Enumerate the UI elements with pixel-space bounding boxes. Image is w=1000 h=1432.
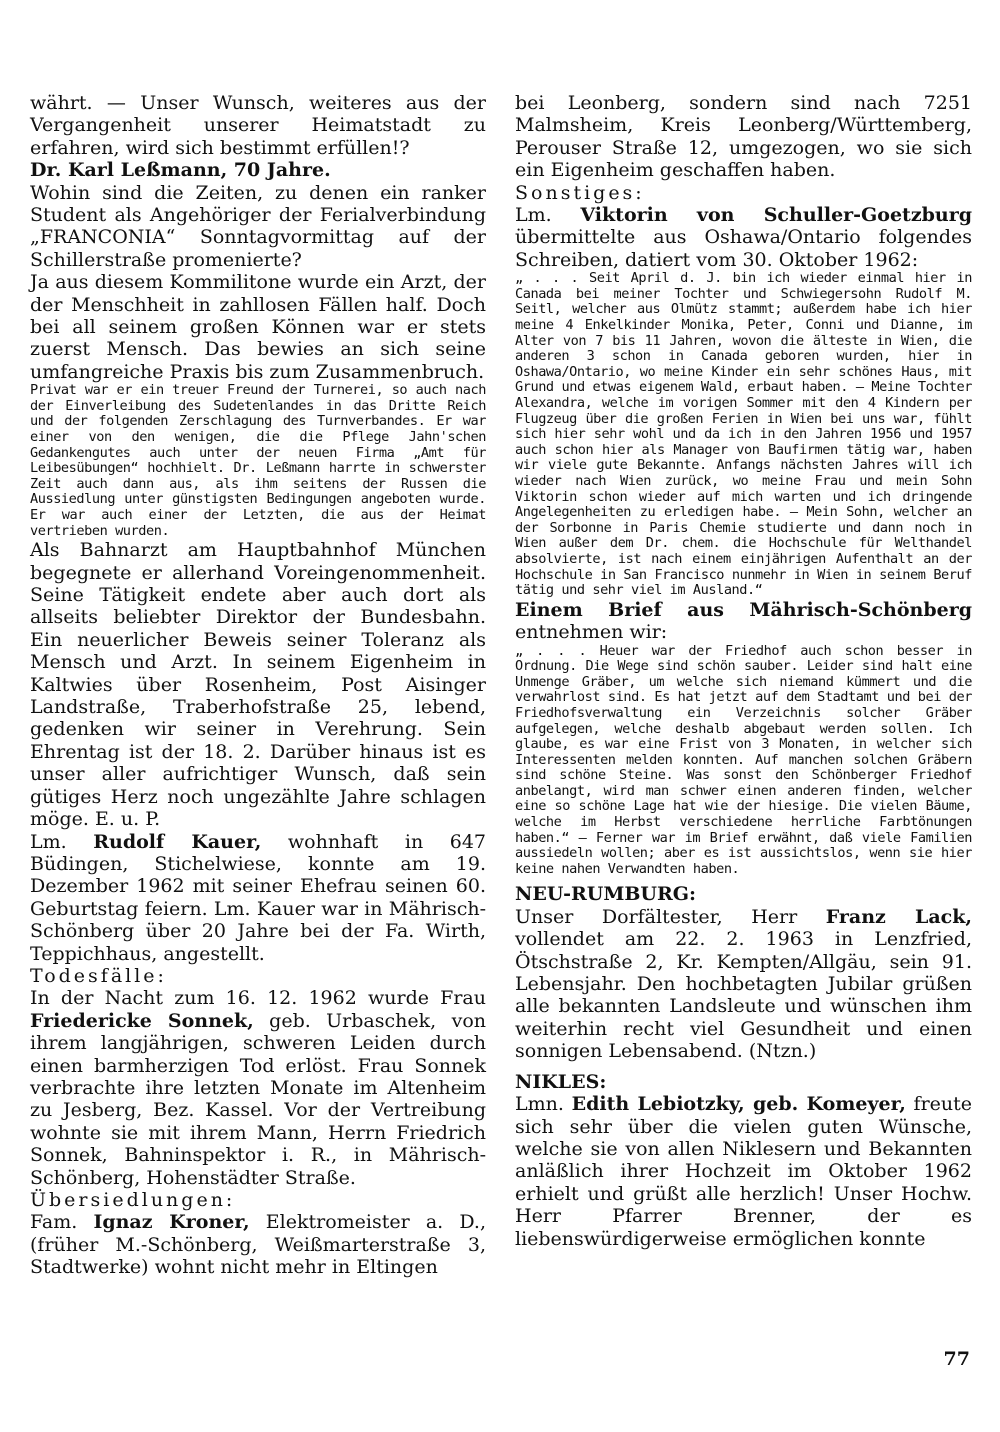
paragraph bbox=[515, 1093, 972, 1250]
person-name: Viktorin von Schuller-Goetzburg bbox=[580, 204, 973, 227]
person-name: Edith Lebiotzky, geb. Komeyer, bbox=[571, 1093, 906, 1116]
text-body: vollendet am 22. 2. 1963 in Lenzfried, Ötschstraße 2, Kr. Kempten/Allgäu, sein 91. Lebensjahr. Den hochbetagten Jubilar grüßen alle bekannten Landsleute und wünschen ihm weiterhin recht viel Gesundheit und einen sonnigen Lebensabend. (Ntzn.) bbox=[515, 928, 972, 1063]
section-heading-todesfaelle: Todesfälle: bbox=[30, 964, 167, 987]
paragraph bbox=[30, 831, 486, 965]
text-prefix: Lmn. bbox=[515, 1093, 572, 1116]
right-column bbox=[515, 92, 972, 1250]
small-print-letter: „ . . . Seit April d. J. bin ich wieder einmal hier in Canada bei meiner Tochter und Schwiegersohn Rudolf M. Seitl, welcher aus Olmütz stammt; außerdem habe ich hier meine 4 Enkelkinder Monika, Peter, Conni und Dianne, im Alter von 7 bis 11 Jahren, wovon die älteste in Wien, die anderen 3 schon in Canada geboren wurden, hier in Oshawa/Ontario, wo meine Kinder ein sehr schönes Haus, mit Grund und etwas eigenem Wald, erbaut haben. — Meine Tochter Alexandra, welche im vorigen Sommer mit den 4 Kindern per Flugzeug über die großen Ferien in Wien bei uns war, fühlt sich hier sehr wohl und da ich in den Jahren 1956 und 1957 auch schon hier als Manager von Baufirmen tätig war, haben wir viele gute Bekannte. Anfangs nächsten Jahres will ich wieder nach Wien zurück, wo meine Frau und mein Sohn Viktorin schon wieder auf mich warten und ich dringende Angelegenheiten zu erledigen habe. — Mein Sohn, welcher an der Sorbonne in Paris Chemie studierte und dann noch in Wien außer dem Dr. chem. die Hochschule für Welthandel absolvierte, ist nach einem einjährigen Aufenthalt an der Hochschule in San Francisco nunmehr in Wien in seinem Beruf tätig und sehr viel im Ausland.“ bbox=[515, 270, 972, 599]
section-heading-nikles: NIKLES: bbox=[515, 1070, 607, 1093]
section-heading-uebersiedlungen: Übersiedlungen: bbox=[30, 1189, 236, 1211]
paragraph: währt. — Unser Wunsch, weiteres aus der Vergangenheit unserer Heimatstadt zu erfahren, wird sich bestimmt erfüllen!? bbox=[30, 92, 486, 159]
text-prefix: Fam. bbox=[30, 1211, 94, 1234]
text-prefix: In der Nacht zum 16. 12. 1962 wurde Frau bbox=[30, 987, 486, 1010]
small-print-paragraph: Privat war er ein treuer Freund der Turnerei, so auch nach der Einverleibung des Sudetenlandes in das Dritte Reich und der folgenden Zerschlagung des Turnverbandes. Er war einer von den wenigen, die die Pflege Jahn'schen Gedankengutes auch unter der neuen Firma „Amt für Leibesübungen“ hochhielt. Dr. Leßmann harrte in schwerster Zeit auch dann aus, als ihm seitens der Russen die Aussiedlung unter günstigsten Bedingungen angeboten wurde. Er war auch einer der Letzten, die aus der Heimat vertrieben wurden. bbox=[30, 382, 486, 539]
text-body: wohnhaft in 647 Büdingen, Stichelwiese, konnte am 19. Dezember 1962 mit seiner Ehefrau seinen 60. Geburtstag feiern. Lm. Kauer war in Mährisch-Schönberg über 20 Jahre bei der Fa. Wirth, Teppichhaus, angestellt. bbox=[30, 830, 487, 965]
text-body: Elektromeister a. D., (früher M.-Schönberg, Weißmarterstraße 3, Stadtwerke) wohnt nicht mehr in Eltingen bbox=[30, 1211, 486, 1279]
paragraph bbox=[515, 204, 972, 271]
text-body: entnehmen wir: bbox=[515, 621, 668, 644]
text-body: übermittelte aus Oshawa/Ontario folgendes Schreiben, datiert vom 30. Oktober 1962: bbox=[515, 226, 972, 271]
section-heading-neu-rumburg: NEU-RUMBURG: bbox=[515, 883, 697, 906]
person-name: Franz Lack, bbox=[825, 905, 972, 928]
paragraph: Als Bahnarzt am Hauptbahnhof München begegnete er allerhand Voreingenommenheit. Seine Tätigkeit endete aber auch dort als allseits beliebter Direktor der Bundesbahn. Ein neuerlicher Beweis seiner Toleranz als Mensch und Arzt. In seinem Eigenheim in Kaltwies über Rosenheim, Post Aisinger Landstraße, Traberhofstraße 25, lebend, gedenken wir seiner in Verehrung. Sein Ehrentag ist der 18. 2. Darüber hinaus ist es unser aller aufrichtiger Wunsch, daß sein gütiges Herz noch ungezählte Jahre schlagen möge. E. u. P. bbox=[30, 539, 486, 831]
left-column bbox=[30, 92, 486, 1279]
person-name: Rudolf Kauer, bbox=[93, 830, 262, 853]
text-body: freute sich sehr über die vielen guten Wünsche, welche sie von allen Niklesern und Bekannten anläßlich ihrer Hochzeit im Oktober 1962 erhielt und grüßt alle herzlich! Unser Hochw. Herr Pfarrer Brenner, der es liebenswürdigerweise ermöglichen konnte bbox=[515, 1093, 973, 1250]
paragraph: Ja aus diesem Kommilitone wurde ein Arzt, der der Menschheit in zahllosen Fällen half. Doch bei all seinem großen Können war er stets zuerst Mensch. Das bewies an sich seine umfangreiche Praxis bis zum Zusammenbruch. bbox=[30, 271, 486, 383]
text-prefix: Lm. bbox=[515, 204, 581, 227]
small-print-letter: „ . . . Heuer war der Friedhof auch schon besser in Ordnung. Die Wege sind schön sauber. Leider sind halt eine Unmenge Gräber, um welche sich niemand kümmert und die verwahrlost sind. Es hat jetzt auf dem Stadtamt und bei der Friedhofsverwaltung ein Verzeichnis solcher Gräber aufgelegen, welche deshalb abgebaut werden sollen. Ich glaube, es war eine Frist von 3 Monaten, in welcher sich Interessenten melden konnten. Auf manchen solchen Gräbern sind schöne Steine. Was sonst den Schönberger Friedhof anbelangt, wird man schwer einen anderen finden, welcher eine so schöne Lage hat wie der hiesige. Die vielen Bäume, welche im Herbst verschiedene herrliche Farbtönungen haben.“ — Ferner war im Brief erwähnt, daß viele Familien aussiedeln wollen; aber es ist aussichtslos, wenn sie hier keine nahen Verwandten haben. bbox=[515, 642, 972, 877]
text-prefix: Lm. bbox=[30, 830, 94, 853]
person-name: Friedericke Sonnek, bbox=[30, 1009, 254, 1032]
paragraph bbox=[515, 906, 972, 1063]
paragraph: Wohin sind die Zeiten, zu denen ein ranker Student als Angehöriger der Ferialverbindung „FRANCONIA“ Sonntagvormittag auf der Schillerstraße promenierte? bbox=[30, 181, 486, 271]
text-body: geb. Urbaschek, von ihrem langjährigen, schweren Leiden durch einen barmherzigen Tod erlöst. Frau Sonnek verbrachte ihre letzten Monate im Altenheim zu Jesberg, Bez. Kassel. Vor der Vertreibung wohnte sie mit ihrem Mann, Herrn Friedrich Sonnek, Bahninspektor i. R., in Mährisch-Schönberg, Hohenstädter Straße. bbox=[30, 1009, 486, 1189]
person-name: Ignaz Kroner, bbox=[93, 1211, 250, 1234]
text-prefix: Unser Dorfältester, Herr bbox=[515, 905, 826, 928]
section-heading-lessmann: Dr. Karl Leßmann, 70 Jahre. bbox=[30, 159, 331, 182]
letter-source: Einem Brief aus Mährisch-Schönberg bbox=[515, 598, 972, 621]
paragraph bbox=[515, 599, 972, 644]
page-number: 77 bbox=[943, 1348, 970, 1370]
paragraph bbox=[30, 1211, 486, 1278]
paragraph: bei Leonberg, sondern sind nach 7251 Malmsheim, Kreis Leonberg/Württemberg, Perouser Straße 12, umgezogen, wo sie sich ein Eigenheim geschaffen haben. bbox=[515, 92, 972, 182]
section-heading-sonstiges: Sonstiges: bbox=[515, 181, 645, 204]
paragraph bbox=[30, 987, 486, 1189]
